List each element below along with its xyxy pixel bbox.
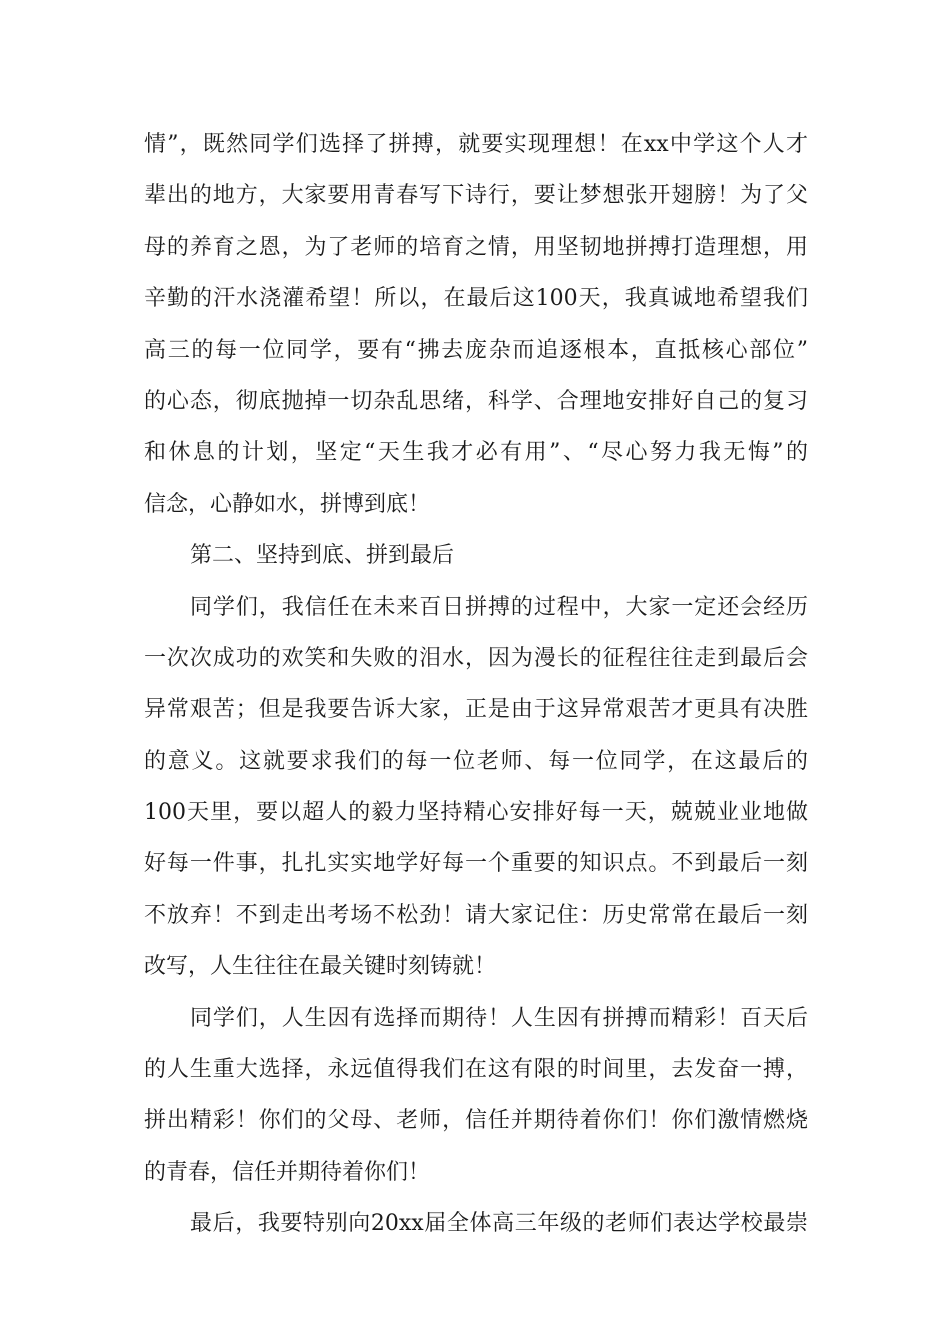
document-body-text: [144, 128, 808, 1259]
text-line: 母的养育之恩，为了老师的培育之情，用坚韧地拼搏打造理想，用: [144, 234, 808, 260]
text-line: 一次次成功的欢笑和失败的泪水，因为漫长的征程往往走到最后会: [144, 645, 808, 671]
text-line: 第二、坚持到底、拼到最后: [190, 543, 455, 569]
text-line: 同学们，人生因有选择而期待！人生因有拼搏而精彩！百天后: [190, 1005, 808, 1031]
text-line: 拼出精彩！你们的父母、老师，信任并期待着你们！你们激情燃烧: [144, 1108, 808, 1134]
text-line: 高三的每一位同学，要有“拂去庞杂而追逐根本，直抵核心部位”: [144, 337, 808, 363]
text-line: 辛勤的汗水浇灌希望！所以，在最后这100天，我真诚地希望我们: [144, 286, 808, 312]
text-line: 同学们，我信任在未来百日拼搏的过程中，大家一定还会经历: [190, 594, 808, 620]
text-line: 好每一件事，扎扎实实地学好每一个重要的知识点。不到最后一刻: [144, 851, 808, 877]
text-line: 的心态，彻底抛掉一切杂乱思绪，科学、合理地安排好自己的复习: [144, 388, 808, 414]
text-line: 改写，人生往往在最关键时刻铸就！: [144, 954, 497, 980]
text-line: 100天里，要以超人的毅力坚持精心安排好每一天，兢兢业业地做: [144, 800, 808, 826]
text-line: 的人生重大选择，永远值得我们在这有限的时间里，去发奋一搏，: [144, 1057, 808, 1083]
text-line: 的意义。这就要求我们的每一位老师、每一位同学，在这最后的: [144, 748, 808, 774]
text-line: 信念，心静如水，拼博到底！: [144, 491, 431, 517]
text-line: 最后，我要特别向20xx届全体高三年级的老师们表达学校最崇: [190, 1211, 808, 1237]
text-line: 和休息的计划，坚定“天生我才必有用”、“尽心努力我无悔”的: [144, 440, 808, 466]
text-line: 辈出的地方，大家要用青春写下诗行，要让梦想张开翅膀！为了父: [144, 183, 808, 209]
text-line: 异常艰苦；但是我要告诉大家，正是由于这异常艰苦才更具有决胜: [144, 697, 808, 723]
text-line: 的青春，信任并期待着你们！: [144, 1159, 431, 1185]
text-line: 情”，既然同学们选择了拼搏，就要实现理想！在xx中学这个人才: [144, 132, 808, 157]
text-line: 不放弃！不到走出考场不松劲！请大家记住：历史常常在最后一刻: [144, 902, 808, 928]
